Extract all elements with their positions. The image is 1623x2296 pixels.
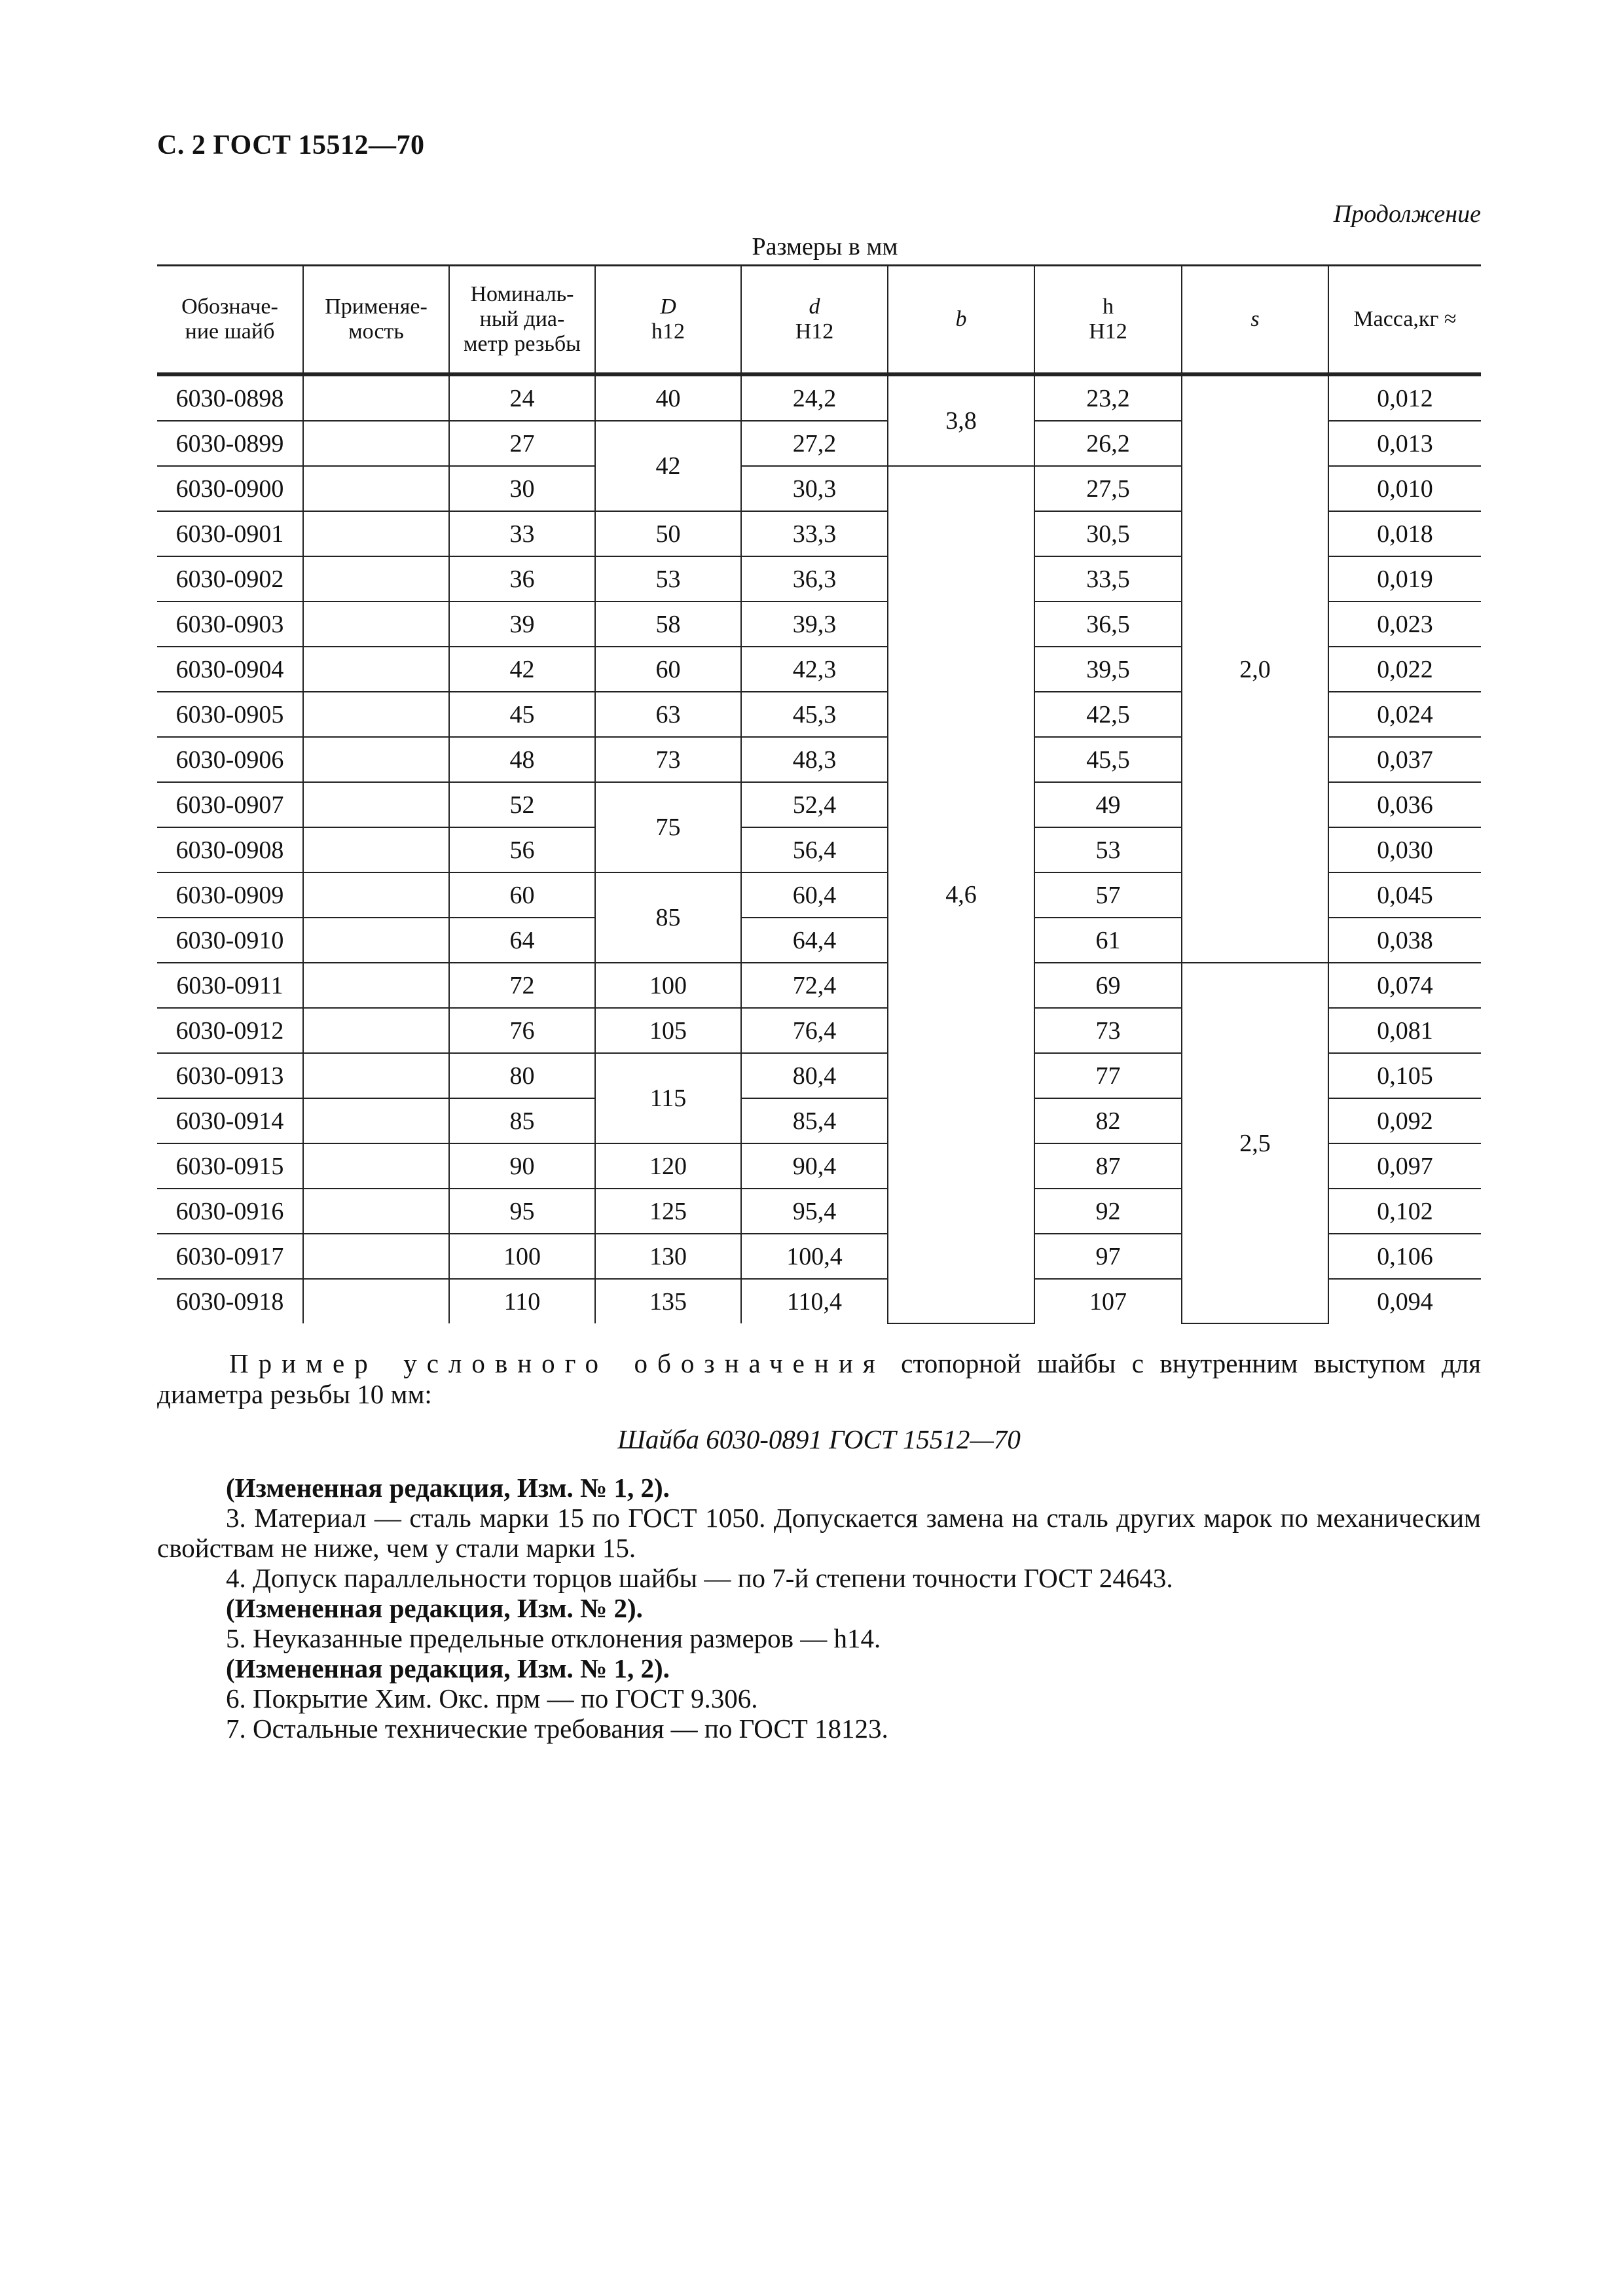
col-header-label: Обозначе- ние шайб: [181, 294, 278, 344]
cell-d: 120: [595, 1143, 741, 1189]
cell-applicability: [303, 737, 449, 782]
requirement-item: 5. Неуказанные предельные отклонения размеров — h14.: [226, 1623, 881, 1653]
cell-thread-diameter: 52: [449, 782, 595, 827]
col-header-tolerance: H12: [795, 319, 834, 344]
cell-h: 77: [1034, 1053, 1182, 1098]
requirement-item: 3. Материал — сталь марки 15 по ГОСТ 1050. Допускается замена на сталь других марок по механическим свойствам не ниже, чем у стали марки 15.: [157, 1503, 1481, 1563]
cell-mass: 0,097: [1328, 1143, 1481, 1189]
cell-d: 75: [595, 782, 741, 872]
cell-d: 60: [595, 647, 741, 692]
col-header-h: [1034, 266, 1182, 375]
cell-designation: 6030-0914: [157, 1098, 303, 1143]
cell-applicability: [303, 1008, 449, 1053]
cell-d: 48,3: [741, 737, 888, 782]
col-header-s: [1182, 266, 1328, 375]
cell-designation: 6030-0915: [157, 1143, 303, 1189]
col-header-b: [888, 266, 1034, 375]
cell-applicability: [303, 1189, 449, 1234]
cell-mass: 0,018: [1328, 511, 1481, 556]
cell-h: 39,5: [1034, 647, 1182, 692]
cell-mass: 0,022: [1328, 647, 1481, 692]
cell-applicability: [303, 374, 449, 421]
cell-d: 53: [595, 556, 741, 601]
cell-h: 87: [1034, 1143, 1182, 1189]
cell-thread-diameter: 56: [449, 827, 595, 872]
cell-thread-diameter: 85: [449, 1098, 595, 1143]
cell-designation: 6030-0918: [157, 1279, 303, 1323]
cell-d: 24,2: [741, 374, 888, 421]
cell-applicability: [303, 647, 449, 692]
cell-s: 2,5: [1182, 963, 1328, 1323]
example-designation: Шайба 6030-0891 ГОСТ 15512—70: [617, 1424, 1021, 1454]
cell-d: 36,3: [741, 556, 888, 601]
cell-d: 45,3: [741, 692, 888, 737]
cell-applicability: [303, 872, 449, 918]
cell-mass: 0,024: [1328, 692, 1481, 737]
cell-h: 26,2: [1034, 421, 1182, 466]
cell-h: 33,5: [1034, 556, 1182, 601]
col-header-label: Номиналь- ный диа- метр резьбы: [464, 281, 581, 357]
cell-applicability: [303, 963, 449, 1008]
cell-thread-diameter: 72: [449, 963, 595, 1008]
cell-designation: 6030-0910: [157, 918, 303, 963]
cell-h: 97: [1034, 1234, 1182, 1279]
cell-h: 30,5: [1034, 511, 1182, 556]
col-header-mass: [1328, 266, 1481, 375]
cell-h: 42,5: [1034, 692, 1182, 737]
table-body: [157, 374, 1481, 1323]
requirement-item: 7. Остальные технические требования — по ГОСТ 18123.: [226, 1713, 888, 1744]
cell-designation: 6030-0917: [157, 1234, 303, 1279]
cell-applicability: [303, 601, 449, 647]
cell-h: 57: [1034, 872, 1182, 918]
cell-d: 125: [595, 1189, 741, 1234]
cell-h: 27,5: [1034, 466, 1182, 511]
cell-designation: 6030-0916: [157, 1189, 303, 1234]
cell-d: 105: [595, 1008, 741, 1053]
cell-thread-diameter: 45: [449, 692, 595, 737]
example-lead: Пример условного обозначения: [229, 1348, 885, 1378]
col-header-label: d: [809, 294, 820, 319]
cell-h: 23,2: [1034, 374, 1182, 421]
continuation-label: Продолжение: [1333, 200, 1481, 228]
example-text: стопорной шайбы с внутренним выступом для диаметра резьбы 10 мм:: [157, 1348, 1482, 1409]
col-header-label: Применяе- мость: [325, 294, 428, 344]
cell-applicability: [303, 1143, 449, 1189]
cell-h: 107: [1034, 1279, 1182, 1323]
cell-thread-diameter: 90: [449, 1143, 595, 1189]
page-title: С. 2 ГОСТ 15512—70: [157, 130, 425, 160]
cell-thread-diameter: 80: [449, 1053, 595, 1098]
cell-thread-diameter: 76: [449, 1008, 595, 1053]
cell-designation: 6030-0900: [157, 466, 303, 511]
cell-thread-diameter: 60: [449, 872, 595, 918]
cell-d: 76,4: [741, 1008, 888, 1053]
amendment-note: (Измененная редакция, Изм. № 1, 2).: [226, 1473, 670, 1503]
cell-thread-diameter: 48: [449, 737, 595, 782]
requirement-item: 4. Допуск параллельности торцов шайбы — по 7-й степени точности ГОСТ 24643.: [226, 1563, 1173, 1593]
cell-h: 61: [1034, 918, 1182, 963]
designation-example: [157, 1348, 1481, 1410]
cell-mass: 0,092: [1328, 1098, 1481, 1143]
cell-s: 2,0: [1182, 374, 1328, 963]
cell-d: 80,4: [741, 1053, 888, 1098]
cell-d: 58: [595, 601, 741, 647]
col-header-label: h: [1103, 294, 1114, 319]
cell-designation: 6030-0903: [157, 601, 303, 647]
cell-d: 60,4: [741, 872, 888, 918]
requirement-item: 6. Покрытие Хим. Окс. прм — по ГОСТ 9.306.: [226, 1683, 758, 1713]
col-header-d: [741, 266, 888, 375]
cell-d: 130: [595, 1234, 741, 1279]
cell-applicability: [303, 556, 449, 601]
cell-mass: 0,102: [1328, 1189, 1481, 1234]
cell-h: 45,5: [1034, 737, 1182, 782]
cell-d: 135: [595, 1279, 741, 1323]
cell-thread-diameter: 27: [449, 421, 595, 466]
cell-mass: 0,013: [1328, 421, 1481, 466]
cell-d: 56,4: [741, 827, 888, 872]
cell-applicability: [303, 1053, 449, 1098]
cell-designation: 6030-0909: [157, 872, 303, 918]
cell-d: 100,4: [741, 1234, 888, 1279]
cell-d: 100: [595, 963, 741, 1008]
cell-designation: 6030-0905: [157, 692, 303, 737]
cell-designation: 6030-0899: [157, 421, 303, 466]
table-row: [157, 963, 1481, 1008]
cell-applicability: [303, 782, 449, 827]
cell-b: 3,8: [888, 374, 1034, 466]
cell-designation: 6030-0908: [157, 827, 303, 872]
col-header-label: Масса,кг ≈: [1353, 306, 1457, 331]
cell-h: 92: [1034, 1189, 1182, 1234]
cell-mass: 0,023: [1328, 601, 1481, 647]
col-header-thread-diameter: [449, 266, 595, 375]
cell-mass: 0,105: [1328, 1053, 1481, 1098]
cell-applicability: [303, 827, 449, 872]
cell-thread-diameter: 39: [449, 601, 595, 647]
cell-d: 33,3: [741, 511, 888, 556]
amendment-note: (Измененная редакция, Изм. № 2).: [226, 1593, 643, 1623]
cell-d: 63: [595, 692, 741, 737]
cell-h: 73: [1034, 1008, 1182, 1053]
cell-thread-diameter: 42: [449, 647, 595, 692]
cell-mass: 0,036: [1328, 782, 1481, 827]
cell-d: 27,2: [741, 421, 888, 466]
requirements-notes: [157, 1473, 1481, 1744]
cell-thread-diameter: 64: [449, 918, 595, 963]
cell-d: 30,3: [741, 466, 888, 511]
cell-d: 50: [595, 511, 741, 556]
col-header-label: s: [1250, 306, 1260, 331]
washer-dimensions-table: [157, 264, 1481, 1324]
cell-thread-diameter: 33: [449, 511, 595, 556]
cell-designation: 6030-0912: [157, 1008, 303, 1053]
cell-designation: 6030-0907: [157, 782, 303, 827]
cell-d: 64,4: [741, 918, 888, 963]
cell-mass: 0,037: [1328, 737, 1481, 782]
cell-designation: 6030-0901: [157, 511, 303, 556]
col-header-tolerance: h12: [651, 319, 685, 344]
cell-designation: 6030-0906: [157, 737, 303, 782]
cell-applicability: [303, 692, 449, 737]
cell-h: 36,5: [1034, 601, 1182, 647]
cell-designation: 6030-0898: [157, 374, 303, 421]
cell-mass: 0,094: [1328, 1279, 1481, 1323]
cell-mass: 0,106: [1328, 1234, 1481, 1279]
cell-d: 52,4: [741, 782, 888, 827]
col-header-applicability: [303, 266, 449, 375]
cell-designation: 6030-0904: [157, 647, 303, 692]
cell-d: 40: [595, 374, 741, 421]
cell-applicability: [303, 1098, 449, 1143]
cell-mass: 0,045: [1328, 872, 1481, 918]
cell-thread-diameter: 100: [449, 1234, 595, 1279]
cell-mass: 0,081: [1328, 1008, 1481, 1053]
cell-applicability: [303, 421, 449, 466]
cell-b: 4,6: [888, 466, 1034, 1323]
cell-mass: 0,038: [1328, 918, 1481, 963]
cell-thread-diameter: 110: [449, 1279, 595, 1323]
table-header-row: [157, 266, 1481, 375]
cell-applicability: [303, 918, 449, 963]
cell-d: 39,3: [741, 601, 888, 647]
cell-mass: 0,074: [1328, 963, 1481, 1008]
cell-mass: 0,019: [1328, 556, 1481, 601]
cell-d: 85: [595, 872, 741, 963]
cell-designation: 6030-0913: [157, 1053, 303, 1098]
cell-mass: 0,010: [1328, 466, 1481, 511]
cell-h: 82: [1034, 1098, 1182, 1143]
cell-applicability: [303, 511, 449, 556]
cell-mass: 0,012: [1328, 374, 1481, 421]
cell-thread-diameter: 24: [449, 374, 595, 421]
cell-applicability: [303, 466, 449, 511]
cell-d: 42,3: [741, 647, 888, 692]
cell-thread-diameter: 95: [449, 1189, 595, 1234]
units-caption: Размеры в мм: [752, 233, 898, 260]
col-header-label: D: [660, 294, 676, 319]
table-row: [157, 374, 1481, 421]
amendment-note: (Измененная редакция, Изм. № 1, 2).: [226, 1653, 670, 1683]
cell-h: 69: [1034, 963, 1182, 1008]
col-header-designation: [157, 266, 303, 375]
cell-designation: 6030-0911: [157, 963, 303, 1008]
cell-h: 53: [1034, 827, 1182, 872]
cell-d: 42: [595, 421, 741, 511]
cell-thread-diameter: 30: [449, 466, 595, 511]
cell-d: 85,4: [741, 1098, 888, 1143]
col-header-label: b: [955, 306, 967, 331]
cell-d: 72,4: [741, 963, 888, 1008]
cell-applicability: [303, 1234, 449, 1279]
cell-d: 115: [595, 1053, 741, 1143]
cell-designation: 6030-0902: [157, 556, 303, 601]
col-header-tolerance: H12: [1089, 319, 1127, 344]
cell-applicability: [303, 1279, 449, 1323]
cell-d: 110,4: [741, 1279, 888, 1323]
col-header-D: [595, 266, 741, 375]
cell-d: 95,4: [741, 1189, 888, 1234]
cell-h: 49: [1034, 782, 1182, 827]
cell-d: 90,4: [741, 1143, 888, 1189]
cell-mass: 0,030: [1328, 827, 1481, 872]
cell-d: 73: [595, 737, 741, 782]
cell-thread-diameter: 36: [449, 556, 595, 601]
